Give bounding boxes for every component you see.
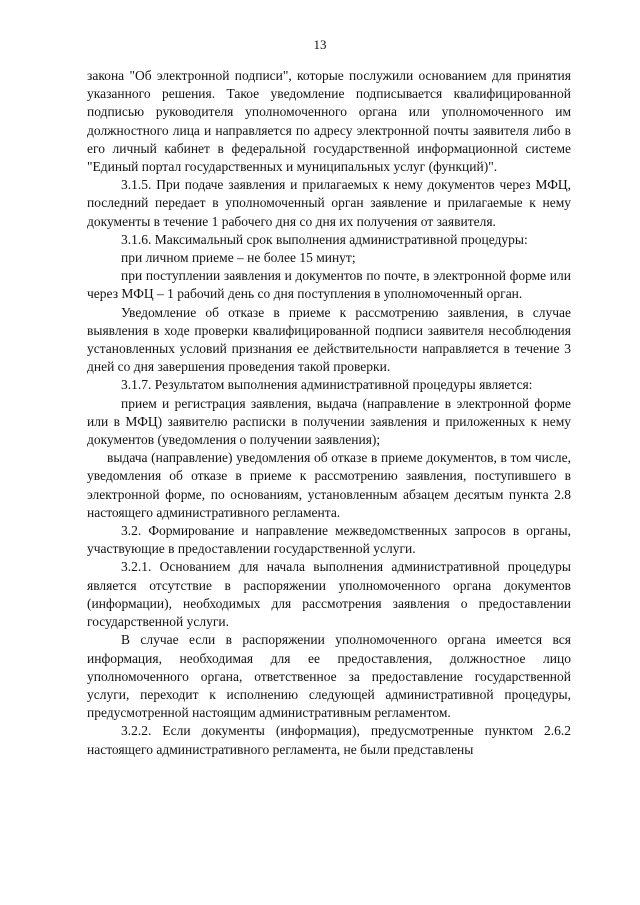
- paragraph: В случае если в распоряжении уполномоченного органа имеется вся информация, необходимая для ее предоставления, должностное лицо уполномоченного органа, ответственное за предоставление государственной услуги, переходит к исполнению следующей административной процедуры, предусмотренной настоящим административным регламентом.: [87, 632, 571, 721]
- paragraph: при поступлении заявления и документов по почте, в электронной форме или через МФЦ – 1 рабочий день со дня поступления в уполномоченный орган.: [87, 268, 571, 302]
- paragraph: Уведомление об отказе в приеме к рассмотрению заявления, в случае выявления в ходе проверки квалифицированной подписи заявителя несоблюдения установленных условий признания ее действительности направляется в течение 3 дней со дня завершения проведения такой проверки.: [87, 304, 571, 375]
- page-number: 13: [313, 37, 327, 52]
- paragraph: 3.1.6. Максимальный срок выполнения административной процедуры:: [121, 231, 528, 247]
- paragraph: выдача (направление) уведомления об отказе в приеме документов, в том числе, уведомления об отказе в приеме к рассмотрению заявления, поступившего в электронной форме, по основаниям, установленным абзацем десятым пункта 2.8 настоящего административного регламента.: [87, 450, 571, 520]
- document-body: [87, 67, 571, 759]
- paragraph: прием и регистрация заявления, выдача (направление в электронной форме или в МФЦ) заявителю расписки в получении заявления и приложенных к нему документов (уведомления о получении заявления);: [87, 395, 571, 448]
- paragraph: 3.1.7. Результатом выполнения административной процедуры является:: [121, 377, 533, 393]
- paragraph: закона "Об электронной подписи", которые послужили основанием для принятия указанного решения. Такое уведомление подписывается квалифицированной подписью руководителя уполномоченного органа или уполномоченного им должностного лица и направляется по адресу электронной почты заявителя либо в его личный кабинет в федеральной государственной информационной системе "Единый портал государственных и муниципальных услуг (функций)".: [87, 68, 571, 175]
- paragraph: 3.2.1. Основанием для начала выполнения административной процедуры является отсутствие в распоряжении уполномоченного органа документов (информации), необходимых для рассмотрения заявления о предоставлении государственной услуги.: [87, 559, 571, 630]
- paragraph: 3.2.2. Если документы (информация), предусмотренные пунктом 2.6.2 настоящего административного регламента, не были представлены: [87, 723, 571, 757]
- paragraph: 3.2. Формирование и направление межведомственных запросов в органы, участвующие в предоставлении государственной услуги.: [87, 523, 571, 557]
- paragraph: 3.1.5. При подаче заявления и прилагаемых к нему документов через МФЦ, последний передает в уполномоченный орган заявление и прилагаемые к нему документы в течение 1 рабочего дня со дня их получения от заявителя.: [87, 177, 571, 229]
- paragraph: при личном приеме – не более 15 минут;: [121, 250, 356, 266]
